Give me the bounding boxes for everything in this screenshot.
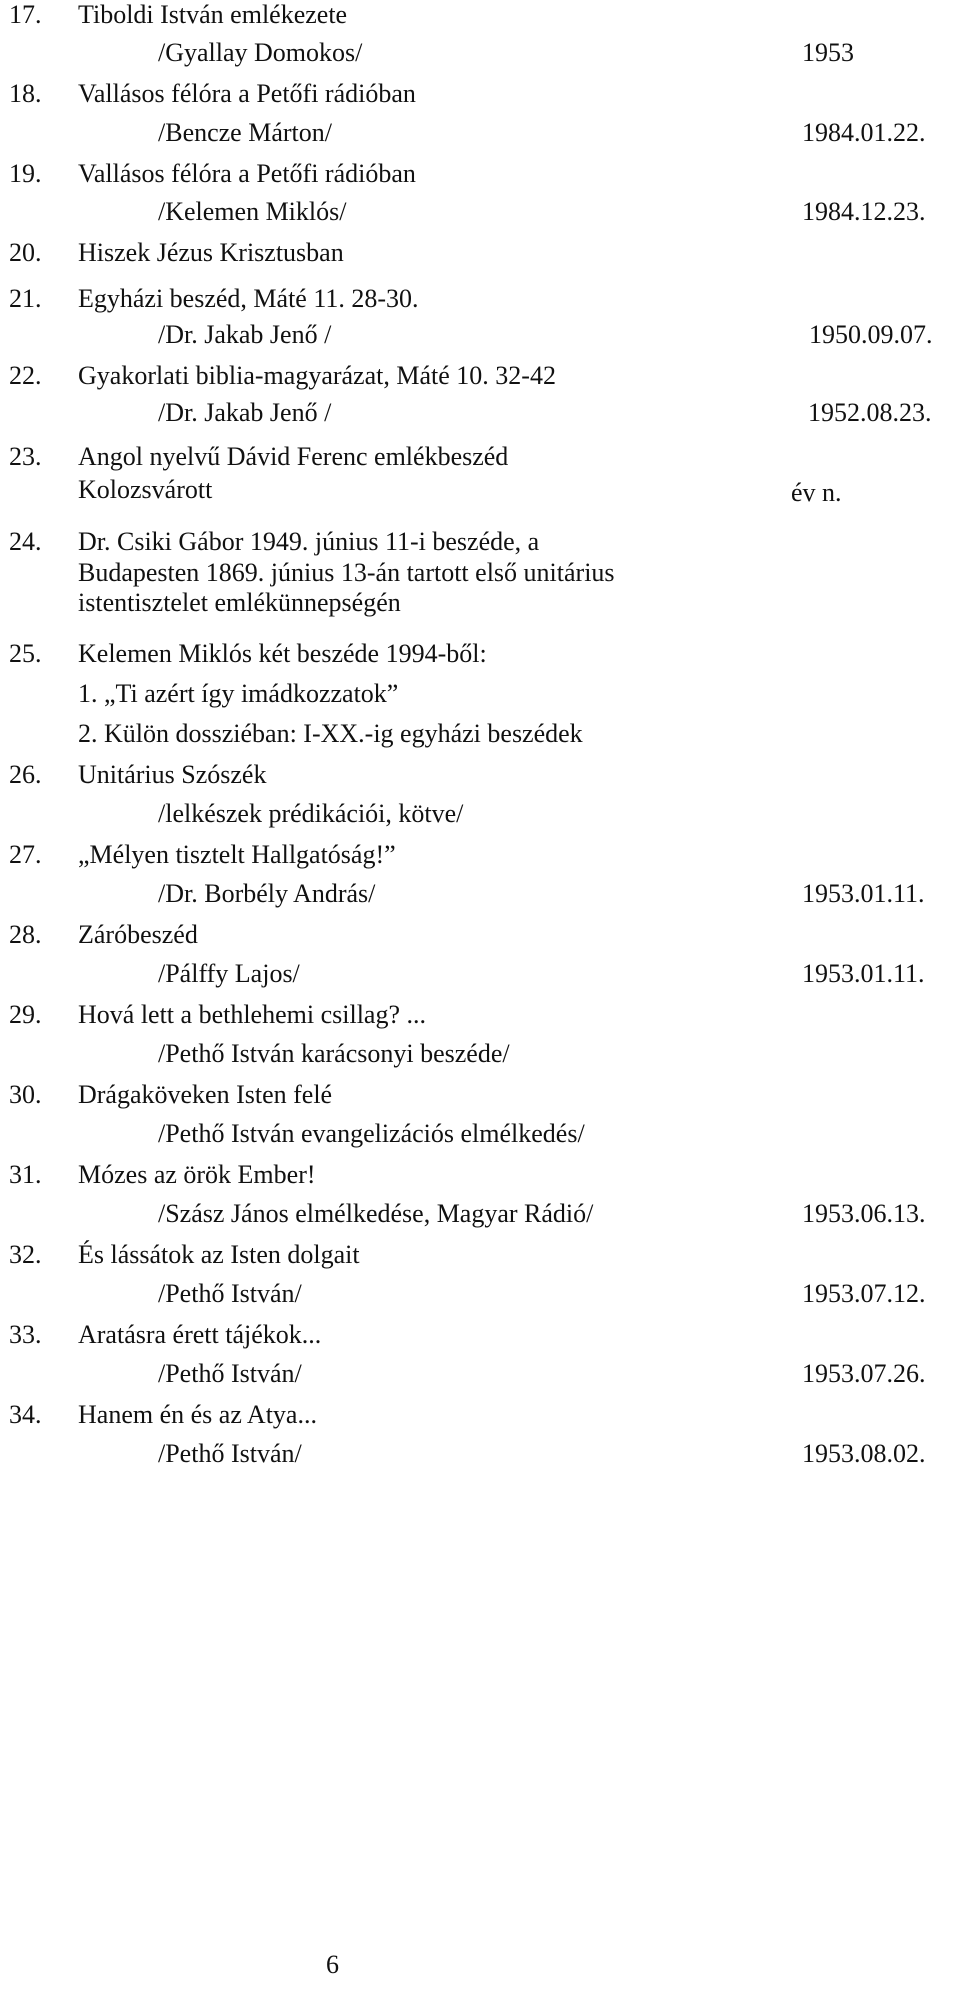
entry-number: 24.	[9, 527, 42, 556]
entry-title: Gyakorlati biblia-magyarázat, Máté 10. 32-42	[78, 361, 556, 390]
entry-author: /lelkészek prédikációi, kötve/	[158, 799, 464, 828]
entry-date: 1984.01.22.	[802, 118, 926, 147]
entry-subitem: 2. Külön dossziéban: I-XX.-ig egyházi beszédek	[78, 719, 583, 748]
entry-author: /Pálffy Lajos/	[158, 959, 300, 988]
entry-number: 31.	[9, 1160, 42, 1189]
entry-date: 1953.07.26.	[802, 1359, 926, 1388]
entry-author: /Kelemen Miklós/	[158, 197, 347, 226]
entry-title: „Mélyen tisztelt Hallgatóság!”	[78, 840, 396, 869]
entry-author: /Bencze Márton/	[158, 118, 332, 147]
entry-number: 20.	[9, 238, 42, 267]
entry-number: 26.	[9, 760, 42, 789]
entry-number: 34.	[9, 1400, 42, 1429]
entry-date: 1952.08.23.	[808, 398, 932, 427]
entry-author: /Gyallay Domokos/	[158, 38, 363, 67]
entry-author: /Pethő István/	[158, 1359, 302, 1388]
entry-date: 1953.08.02.	[802, 1439, 926, 1468]
entry-author: /Dr. Jakab Jenő /	[158, 398, 332, 427]
entry-date: 1953	[802, 38, 854, 67]
entry-number: 22.	[9, 361, 42, 390]
entry-title: Angol nyelvű Dávid Ferenc emlékbeszéd	[78, 442, 509, 471]
entry-title: Kelemen Miklós két beszéde 1994-ből:	[78, 639, 487, 668]
entry-number: 33.	[9, 1320, 42, 1349]
entry-title: Záróbeszéd	[78, 920, 198, 949]
entry-title: Hová lett a bethlehemi csillag? ...	[78, 1000, 426, 1029]
page-number: 6	[326, 1950, 339, 1979]
entry-number: 27.	[9, 840, 42, 869]
entry-title: Tiboldi István emlékezete	[78, 0, 348, 29]
entry-number: 30.	[9, 1080, 42, 1109]
entry-author: /Dr. Borbély András/	[158, 879, 376, 908]
entry-title: Hiszek Jézus Krisztusban	[78, 238, 344, 267]
entry-title-line2: Kolozsvárott	[78, 475, 213, 504]
entry-date: 1953.06.13.	[802, 1199, 926, 1228]
entry-author: /Pethő István karácsonyi beszéde/	[158, 1039, 510, 1068]
entry-title: Hanem én és az Atya...	[78, 1400, 317, 1429]
entry-number: 25.	[9, 639, 42, 668]
entry-number: 18.	[9, 79, 42, 108]
entry-date: 1950.09.07.	[809, 320, 933, 349]
entry-title: Drágaköveken Isten felé	[78, 1080, 333, 1109]
entry-title: Vallásos félóra a Petőfi rádióban	[78, 79, 416, 108]
entry-subitem: 1. „Ti azért így imádkozzatok”	[78, 679, 399, 708]
entry-title: És lássátok az Isten dolgait	[78, 1240, 360, 1269]
entry-author: /Pethő István evangelizációs elmélkedés/	[158, 1119, 585, 1148]
entry-title: Vallásos félóra a Petőfi rádióban	[78, 159, 416, 188]
entry-title: Egyházi beszéd, Máté 11. 28-30.	[78, 284, 419, 313]
entry-number: 17.	[9, 0, 42, 29]
entry-author: /Pethő István/	[158, 1279, 302, 1308]
entry-title-line2: Budapesten 1869. június 13-án tartott első unitárius	[78, 558, 615, 587]
entry-author: /Szász János elmélkedése, Magyar Rádió/	[158, 1199, 594, 1228]
entry-number: 21.	[9, 284, 42, 313]
entry-author: /Pethő István/	[158, 1439, 302, 1468]
entry-title: Dr. Csiki Gábor 1949. június 11-i beszéde, a	[78, 527, 540, 556]
entry-author: /Dr. Jakab Jenő /	[158, 320, 332, 349]
entry-date: 1984.12.23.	[802, 197, 926, 226]
entry-number: 32.	[9, 1240, 42, 1269]
entry-number: 28.	[9, 920, 42, 949]
entry-date: 1953.01.11.	[802, 959, 925, 988]
entry-title: Aratásra érett tájékok...	[78, 1320, 322, 1349]
entry-title-line3: istentisztelet emlékünnepségén	[78, 588, 401, 617]
entry-title: Mózes az örök Ember!	[78, 1160, 316, 1189]
entry-date: 1953.07.12.	[802, 1279, 926, 1308]
entry-date: 1953.01.11.	[802, 879, 925, 908]
entry-number: 29.	[9, 1000, 42, 1029]
entry-title: Unitárius Szószék	[78, 760, 267, 789]
entry-number: 19.	[9, 159, 42, 188]
entry-number: 23.	[9, 442, 42, 471]
entry-date: év n.	[791, 478, 842, 507]
